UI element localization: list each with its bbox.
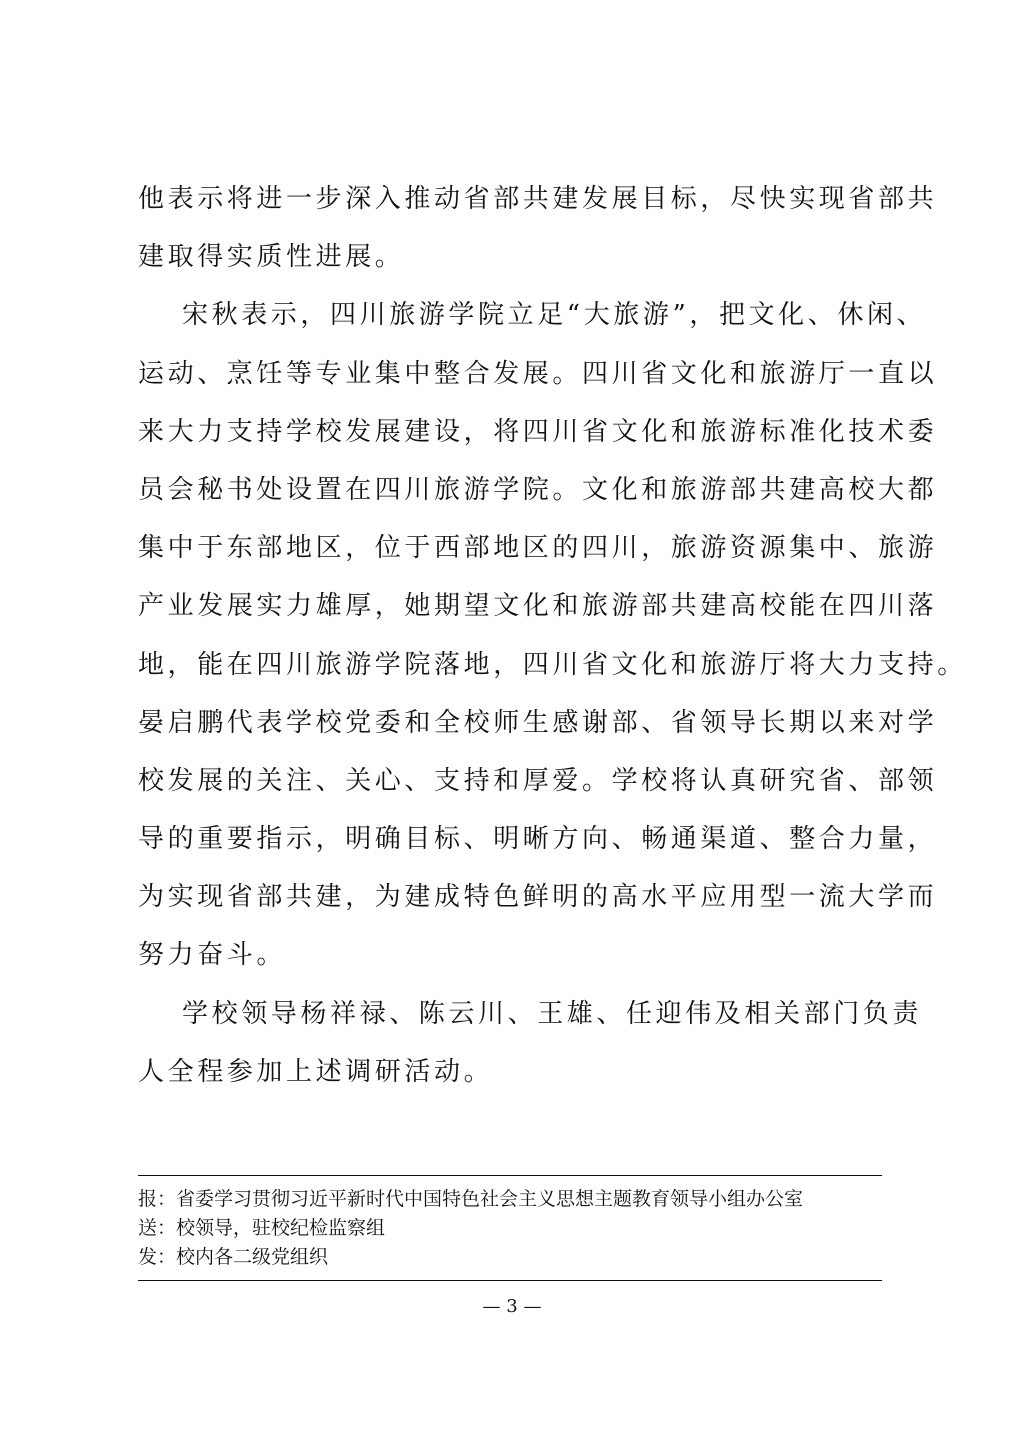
issue-to-line: 发：校内各二级党组织 bbox=[138, 1246, 329, 1268]
distribution-bottom-rule bbox=[138, 1280, 882, 1281]
body-line: 员会秘书处设置在四川旅游学院。文化和旅游部共建高校大都 bbox=[138, 474, 938, 505]
body-line: 建取得实质性进展。 bbox=[138, 242, 405, 273]
distribution-list bbox=[138, 1185, 882, 1272]
body-line: 人全程参加上述调研活动。 bbox=[138, 1056, 494, 1087]
body-line: 为实现省部共建，为建成特色鲜明的高水平应用型一流大学而 bbox=[138, 882, 938, 913]
report-to-line: 报：省委学习贯彻习近平新时代中国特色社会主义思想主题教育领导小组办公室 bbox=[138, 1188, 804, 1210]
body-line: 来大力支持学校发展建设，将四川省文化和旅游标准化技术委 bbox=[138, 416, 938, 447]
body-text bbox=[138, 170, 967, 1101]
body-line: 导的重要指示，明确目标、明晰方向、畅通渠道、整合力量， bbox=[138, 824, 938, 855]
body-line: 产业发展实力雄厚，她期望文化和旅游部共建高校能在四川落 bbox=[138, 591, 938, 622]
body-line: 努力奋斗。 bbox=[138, 940, 287, 971]
body-line: 宋秋表示，四川旅游学院立足“大旅游”，把文化、休闲、 bbox=[182, 300, 927, 331]
distribution-top-rule bbox=[138, 1175, 882, 1176]
send-to-line: 送：校领导，驻校纪检监察组 bbox=[138, 1217, 386, 1239]
body-line: 学校领导杨祥禄、陈云川、王雄、任迎伟及相关部门负责 bbox=[182, 998, 923, 1029]
body-line: 晏启鹏代表学校党委和全校师生感谢部、省领导长期以来对学 bbox=[138, 707, 938, 738]
body-line: 他表示将进一步深入推动省部共建发展目标，尽快实现省部共 bbox=[138, 184, 938, 214]
page-number: — 3 — bbox=[482, 1296, 542, 1317]
body-line: 运动、烹饪等专业集中整合发展。四川省文化和旅游厅一直以 bbox=[138, 358, 938, 389]
body-line: 集中于东部地区，位于西部地区的四川，旅游资源集中、旅游 bbox=[138, 533, 938, 564]
body-line: 校发展的关注、关心、支持和厚爱。学校将认真研究省、部领 bbox=[138, 765, 938, 796]
body-line: 地，能在四川旅游学院落地，四川省文化和旅游厅将大力支持。 bbox=[138, 649, 967, 680]
